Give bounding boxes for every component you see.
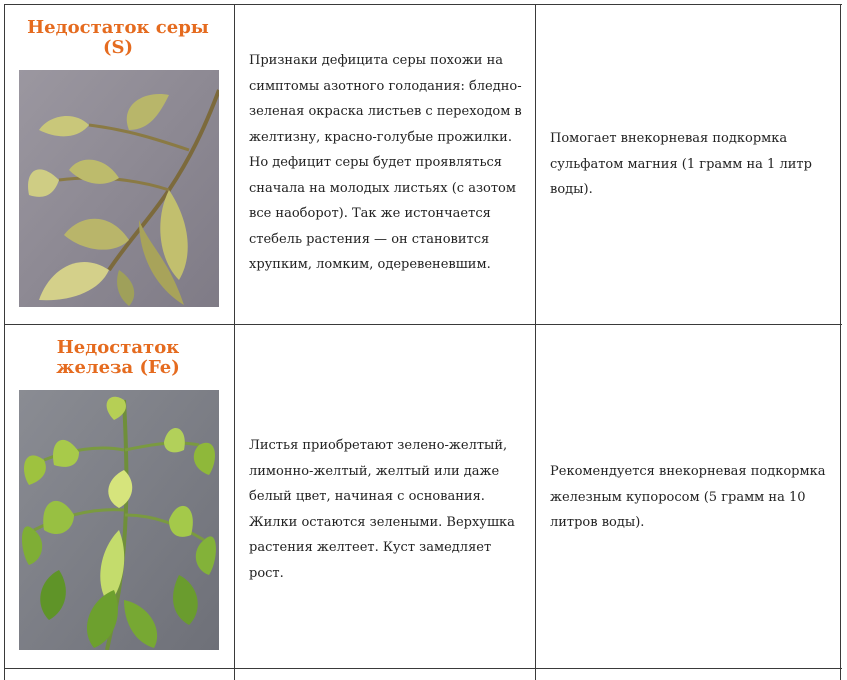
table-border-left <box>4 4 5 680</box>
iron-deficiency-title: Недостаток железа (Fe) <box>56 337 180 378</box>
sulfur-deficiency-title: Недостаток серы (S) <box>27 17 209 58</box>
iron-deficiency-leaf-photo <box>19 390 219 650</box>
iron-symptoms-text: Листья приобретают зелено-желтый, лимонно-желтый, желтый или даже белый цвет, начиная с основания. Жилки остаются зелеными. Верхушка растения желтеет. Куст замедляет рост. <box>249 438 515 581</box>
iron-treatment-text: Рекомендуется внекорневая подкормка железным купоросом (5 грамм на 10 литров воды). <box>550 464 826 530</box>
sulfur-deficiency-leaf-photo <box>19 70 219 307</box>
leaf-image <box>19 390 219 650</box>
row-divider <box>4 668 842 669</box>
table-border-top <box>4 4 842 5</box>
table-border-right <box>840 4 841 680</box>
leaf-image <box>19 70 219 307</box>
column-divider <box>234 4 235 680</box>
column-divider <box>535 4 536 680</box>
row-divider <box>4 324 842 325</box>
sulfur-treatment-text: Помогает внекорневая подкормка сульфатом магния (1 грамм на 1 литр воды). <box>550 131 812 197</box>
deficiency-table <box>4 4 841 680</box>
sulfur-symptoms-text: Признаки дефицита серы похожи на симптомы азотного голодания: бледно- зеленая окраска листьев с переходом в желтизну, красно-голубые прожилки. Но дефицит серы будет проявляться сначала на молодых листьях (с азотом все наоборот). Так же истончается стебель растения — он становится хрупким, ломким, одеревеневшим. <box>249 53 522 272</box>
